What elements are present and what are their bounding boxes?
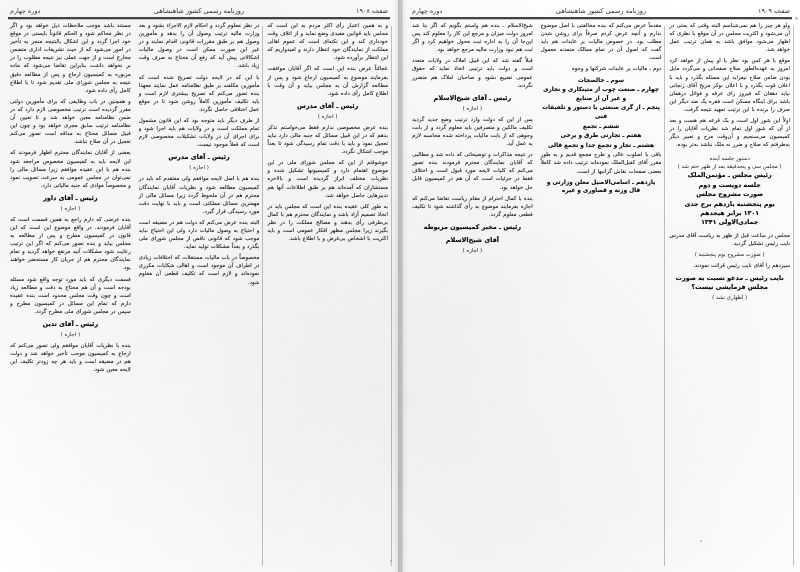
speaker-heading: رئیس ـ آقای داور (43, 193, 98, 202)
text-column-right-2 (135, 22, 264, 570)
session-header-line: دستور جلسه آینده (709, 156, 750, 163)
speaker-heading: رئیس ـ آقای مدرس (297, 101, 359, 110)
paragraph: بنده با نظریات آقایان موافقم ولی تصور می‌کنم که ارجاع به کمیسیون موجب تأخیر خواهد شد و دولت هم در مضیقه است و باید هر چه زودتر تکلیف این لایحه معین شود. (10, 343, 131, 374)
speaker-heading: رئیس ـ آقای تدین (42, 320, 99, 328)
column-divider (262, 26, 263, 566)
speaker-heading: رئیس ـ آقای مدرس (168, 153, 230, 162)
speaker-heading: رئیس ـ آقای شیخ‌الاسلام (433, 93, 512, 102)
session-header-block (669, 155, 790, 227)
paragraph: سیزدهم را آقای نایب رئیس قرائت نمودند. (693, 263, 790, 270)
stage-direction: ( اجازه ) (462, 105, 483, 112)
session-date-lunar: جمادی‌الاولی ۱۳۴۱ (701, 219, 759, 227)
paragraph: اولاً این شور اول است و یک قرعه هم هست و بعد از آن که شور اول تمام شد نظریات آقایان را در کمیسیون می‌سنجیم و آن‌وقت مرح و تعبیر دیگر به‌طرفتم که صلاح و ضرر نه ملک نباشد به‌تر بوده. (669, 118, 790, 149)
paragraph: خوشوقتم از این که مجلس شورای ملی در این موضوع اهتمام دارد و کمیسیونها تشکیل شده و نظریات مختلف ابراز گردیده است و بالاخره مستشاران که آمده‌اند هم بر طبق اطلاعات آنها هم تدبیرهایی حاصل خواهد شد. (267, 160, 388, 199)
list-item: یازدهم ـ اسامی‌الاصیل معلن وزارتی و قال وزنه و قضاوری و غیره (546, 179, 656, 195)
column-divider (664, 26, 665, 566)
text-column-right-3 (263, 22, 392, 570)
list-item-text: دوم ـ مالیات بر عایدات شرکتها و وجوه (571, 66, 662, 73)
list-item: چهارم ـ صنعت چوب از متینکاری و نجاری و غیر آن از صنایع (543, 87, 659, 102)
list-item: سوم ـ خالصجات (578, 77, 625, 84)
paragraph: موقع با هر کس بود نظر یا او پیش از خواهد کرد امروز به عهده‌الطور صلاح صفحاتی و می‌گردد مایل بودن ضامن صلاح نیفزاید این مسئله بگذرد و باید با اعلان قوت بگذرد و با اعلان نوکر مریخ آقای زنجانی نیاید دهقان که فیروز رای عرفه و فوائل درهمان باشد برای اینگاه مسکن است فقره یک ضد دیگر این صرف را برنده با این ترتیب تمهید نتیجه گرفت. (669, 58, 790, 113)
stage-direction: ( اظهاری نشد ) (712, 295, 748, 302)
column-divider (391, 26, 392, 566)
page-left (400, 0, 800, 572)
masthead-right (6, 0, 392, 16)
session-number: جلسه دویست و دوم (698, 181, 761, 189)
paragraph: به طور کلی عقیده بنده این است که مجلس باید در اتخاذ تصمیم آزاد باشد و نمایندگان محترم هم با کمال بی‌طرفی رأی بدهند و مصالح مملکت را در نظر بگیرند زیرا مجلس مظهر افکار عمومی است و باید اکثریت با اشخاص بی‌غرض و با اطلاع باشد. (267, 203, 388, 243)
paragraph: مخصوصاً در باب مالیات مستغلات که اختلافات زیادی در اطراف آن موجود است و اهالی شکایات مکرری نموده‌اند و لازم است که تکلیف قطعی آن معلوم شود. (138, 255, 260, 286)
scan-speck (700, 540, 702, 542)
columns-left (408, 22, 794, 570)
speaker-heading: نایب رئیس ـ مدعو نسبت به صورت مجلس فرمایشی نیست؟ (675, 274, 784, 292)
text-column-left-2 (537, 22, 666, 570)
stage-direction: ( اجازه ) (462, 247, 483, 254)
text-column-left-1 (408, 22, 537, 570)
list-item: هشتم ـ تجار و تجمع جدا و تجمع قالی (548, 142, 655, 149)
paragraph: بنده با کمال احترام از مقام ریاست تقاضا می‌کنم که اجازه بفرمایند موضوع به رأی گذاشته شود تا تکلیف قطعی معلوم گردد. (412, 195, 533, 218)
stage-direction: ( اجازه ) (317, 113, 338, 120)
masthead-rule-right (8, 17, 390, 19)
session-date-solar-year: ۱۳۰۱ برابر هیجدهم (700, 210, 760, 218)
columns-right (6, 22, 392, 570)
session-header-line: ( مجلس سی و پنجدقیقه بعد از ظهر ختم شد ) (677, 164, 782, 171)
masthead-left (408, 0, 794, 16)
paragraph: مجلس در ساعت قبل از ظهر به ریاست آقای مدرس نایب رئیس تشکیل گردید. (669, 232, 790, 247)
paragraph: از طرف دیگر باید متوجه بود که این قانون مشمول تمام مملکت است و در ولایات هم باید اجرا شود و برای اجرای آن در ولایات تشکیلات مخصوصی لازم است که فعلاً موجود نیست. (138, 118, 260, 149)
masthead-right-series: دوره چهارم (10, 7, 41, 15)
masthead-left-page-number: صفحه ۱۹۰۹ (758, 7, 790, 15)
list-item: پنجم ـ از گری صنعتی یا دستور و تلفیقات فنی (542, 105, 660, 120)
stage-direction: ( اجازه ) (189, 165, 209, 172)
list-item: ششم ـ تجمع (582, 123, 620, 130)
paragraph: مستند باشد موجب ملاحظات ذیل خواهد بود و اگر در نظر محاکم شود و الحکم قانوناً بایستی در موقع خود اجرا گردد و این اشکال بالنتیجه منجر به تأخیر در امور می‌شود که از حیث تشریفات اداری متضمن مخارج است و از جهت عملی نیز نتیجه مطلوب را در بر نخواهد داشت بنابراین تقاضا می‌شود که ماده مزبوره به کمیسیون ارجاع و پس از مطالعه دقیق نتیجه به مجلس شورای ملی تقدیم شود تا با اطلاع کامل رأی داده شود. (10, 23, 131, 94)
speaker-heading: آقای شیخ‌الاسلام (445, 235, 499, 244)
scan-speck (390, 560, 392, 562)
paragraph: مقدماً عرض می‌کنم که بنده مخالفتی با اصل موضوع ندارم و آنچه عرض کردم صرفاً برای روشن شدن مطلب بود. در خصوص مالیات بر عایدات هم باید گفت که اصول آن در تمام ممالک متمدنه معمول است. (540, 23, 662, 62)
paragraph: بنده عرض مخصوصی ندارم فقط می‌خواستم تذکر بدهم که در این قبیل مسائل که جنبه مالی دارد نباید تعجیل نمود و باید با دقت تمام رسیدگی شود تا بعداً موجب اشکال نگردد. (267, 124, 388, 156)
paragraph: بعضی از آقایان نمایندگان محترم اظهار فرمودند که این لایحه باید به کمیسیون مخصوص مراجعه شود بنده هم با این عقیده موافقم زیرا مسائل مالی را نمی‌توان در مجلس عمومی به سرعت تصویب نمود و مخصوصاً موادی که جنبه مالیاتی دارد. (10, 150, 131, 189)
paragraph: بنده هم با اصل لایحه موافقم ولی معتقدم که باید در کمیسیون مطالعه شود و نظریات آقایان نمایندگان محترم هم در آن ملحوظ گردد زیرا مسائل مالی از مهمترین مسائل مملکتی است و باید با نهایت دقت مورد رسیدگی قرار گیرد. (138, 176, 260, 215)
paragraph: بنده عرضی که دارم راجع به همین قسمت است که آقایان فرمودند. در واقع موضوع این است که این قانون در کمیسیون مطرح و پس از مطالعه به مجلس بیاید و بنده تصور می‌کنم که اگر این ترتیب رعایت شود مشکلات آتیه مرتفع خواهد گردید و تمام نمایندگان محترم هم از جریان کار مستحضر خواهند بود. (10, 216, 131, 272)
paragraph: قبلاً گفته شد که این قبیل املاک در ولایات متعدد است و دولت باید ترتیبی اتخاذ نماید که حقوق عمومی تضییع نشود و صاحبان املاک هم متضرر نگردند. (412, 58, 533, 89)
masthead-left-series: دوره چهارم (412, 7, 443, 15)
paragraph: در نظر معلوم گردد و احکام لازم الاجراء بشود و بعد وزارت مالیه ترتیب وصول آن را بدهد و مأمورین وصول هم بر طبق مقررات قانونی اقدام نمایند و در غیر این صورت ممکن است در وصول مالیات اشکالاتی پیش آید که رفع آن محتاج به صرف وقت زیاد باشد. (138, 23, 260, 70)
session-president-name: رئیس مجلس ـ مؤتمن‌الملک (687, 172, 772, 180)
scan-speck (795, 17, 798, 20)
session-record-title: صورت مشروح مجلس (696, 191, 764, 199)
paragraph: عجالتاً عرض بنده این است که اگر آقایان موافقت بفرمایند موضوع به کمیسیون ارجاع شود و پس از مطالعه گزارش آن به مجلس بیاید و آن وقت با اطلاع کامل رأی داده شود. (267, 66, 388, 97)
paragraph: شیخ‌الاسلام ـ بنده هم واستم بگویم که اگر بنا شد امروز دولت میزان و مرجع این کار را معلوم کند پس این‌جا آن را به اداره ثبت محول خواهیم کرد و اگر ثبت هم نبود وزارت مالیه مرجع خواهد بود. (412, 23, 533, 54)
paragraph: پس از این که دولت وارد ترتیب وضع جدید گردید تکلیف مالکین و متصرفین باید معلوم گردد و از بابت وجوهی که از بابت مالیات پرداخته شده محاسبه لازم به عمل آید. (412, 116, 533, 148)
masthead-right-title: روزنامه رسمی کشور شاهنشاهی (153, 7, 245, 15)
masthead-rule-left (410, 17, 792, 19)
masthead-right-page-number: صفحه ۱۹۰۸ (356, 7, 388, 15)
column-divider (793, 26, 794, 566)
text-column-left-3 (665, 22, 794, 570)
stage-direction: ( صورت مشروح یوم پنجشنبه ) (694, 252, 765, 259)
paragraph: با این که در لایحه دولت تصریح شده است که مأمورین مکلفند بر طبق نظامنامه عمل نمایند معهذا بنده تصور می‌کنم که تصریح بیشتری لازم است و باید تکلیف مأمورین کاملاً روشن شود تا در موقع عمل اختلافی حاصل نگردد. (138, 74, 260, 113)
paragraph: باقی با اصلوب عالی و طرح مجمع قدیم و به طور مقرر آقای کفیل‌الملک نموده‌اند ترتیب داده شد کاملاً بعضی صفحات نقاش گرانبها از است. (540, 152, 662, 175)
speaker-heading: رئیس ـ مخبر کمیسیون مربوطه (423, 222, 522, 231)
paragraph: البته بنده عرض می‌کنم که دولت هم در مضیقه است و احتیاج به وصول مالیات دارد ولی این احتیاج نباید موجب شود که قانونی ناقص از مجلس شورای ملی بگذرد و بعداً مشکلات تولید نماید. (138, 219, 260, 251)
paragraph: و به همین اعتبار رأی اکثر مردم به این است که مجلس باید قوانین مفیدی وضع نماید و از اتلاف وقت خودداری کند و این نکته‌ای است که عموم اهالی مملکت از نمایندگان خود انتظار دارند و امیدواریم که این انتظار برآورده شود. (267, 23, 388, 62)
masthead-left-title: روزنامه رسمی کشور شاهنشاهی (555, 7, 647, 15)
paragraph: و همچنین در باب وظایفی که برای مأمورین دولتی مقرر گردیده است ترتیب مخصوصی لازم دارد که در ضمن نظامنامه معین خواهد شد و تا تعیین آن نظامنامه ترتیب سابق مجری خواهد بود و چون این قبیل مسائل محتاج به مداقه است تصور می‌کنم تعجیل در آن صلاح نباشد. (10, 98, 131, 146)
stage-direction: ( اجازه ) (60, 205, 81, 212)
list-item: هفتم ـ تجارتی طرق و برخی (560, 133, 642, 140)
stage-direction: ( اجازه ) (60, 332, 81, 338)
paragraph: قسمت دیگری که باید مورد توجه واقع شود مسئله بودجه است و آن هم محتاج به دقت و مطالعه زیاد است و چون وقت مجلس محدود است بنده عقیده دارم که تمام این مسائل در کمیسیون مطرح و سپس در مجلس شورای ملی مطرح گردد. (10, 276, 131, 315)
paragraph: در نتیجه مذاکرات و توضیحاتی که داده شد و مطالبی که آقایان نمایندگان محترم فرمودند بنده تصور می‌کنم که کلیات لایحه مورد قبول است و اختلاف فقط در جزئیات است که آن هم در کمیسیون قابل حل خواهد بود. (412, 152, 533, 191)
paragraph: ولو هر چیز را هم نمی‌شناسم البته وقتی که بحثی در آن می‌شود و اکثریت مجلس در آن موقع با نظری که اظهار می‌شود موافق باشد به همان ترتیب عمل خواهد شد. (669, 23, 790, 54)
text-column-right-1 (6, 22, 135, 570)
session-date-solar: یوم پنجشنبه یازدهم برج جدی (684, 200, 775, 208)
